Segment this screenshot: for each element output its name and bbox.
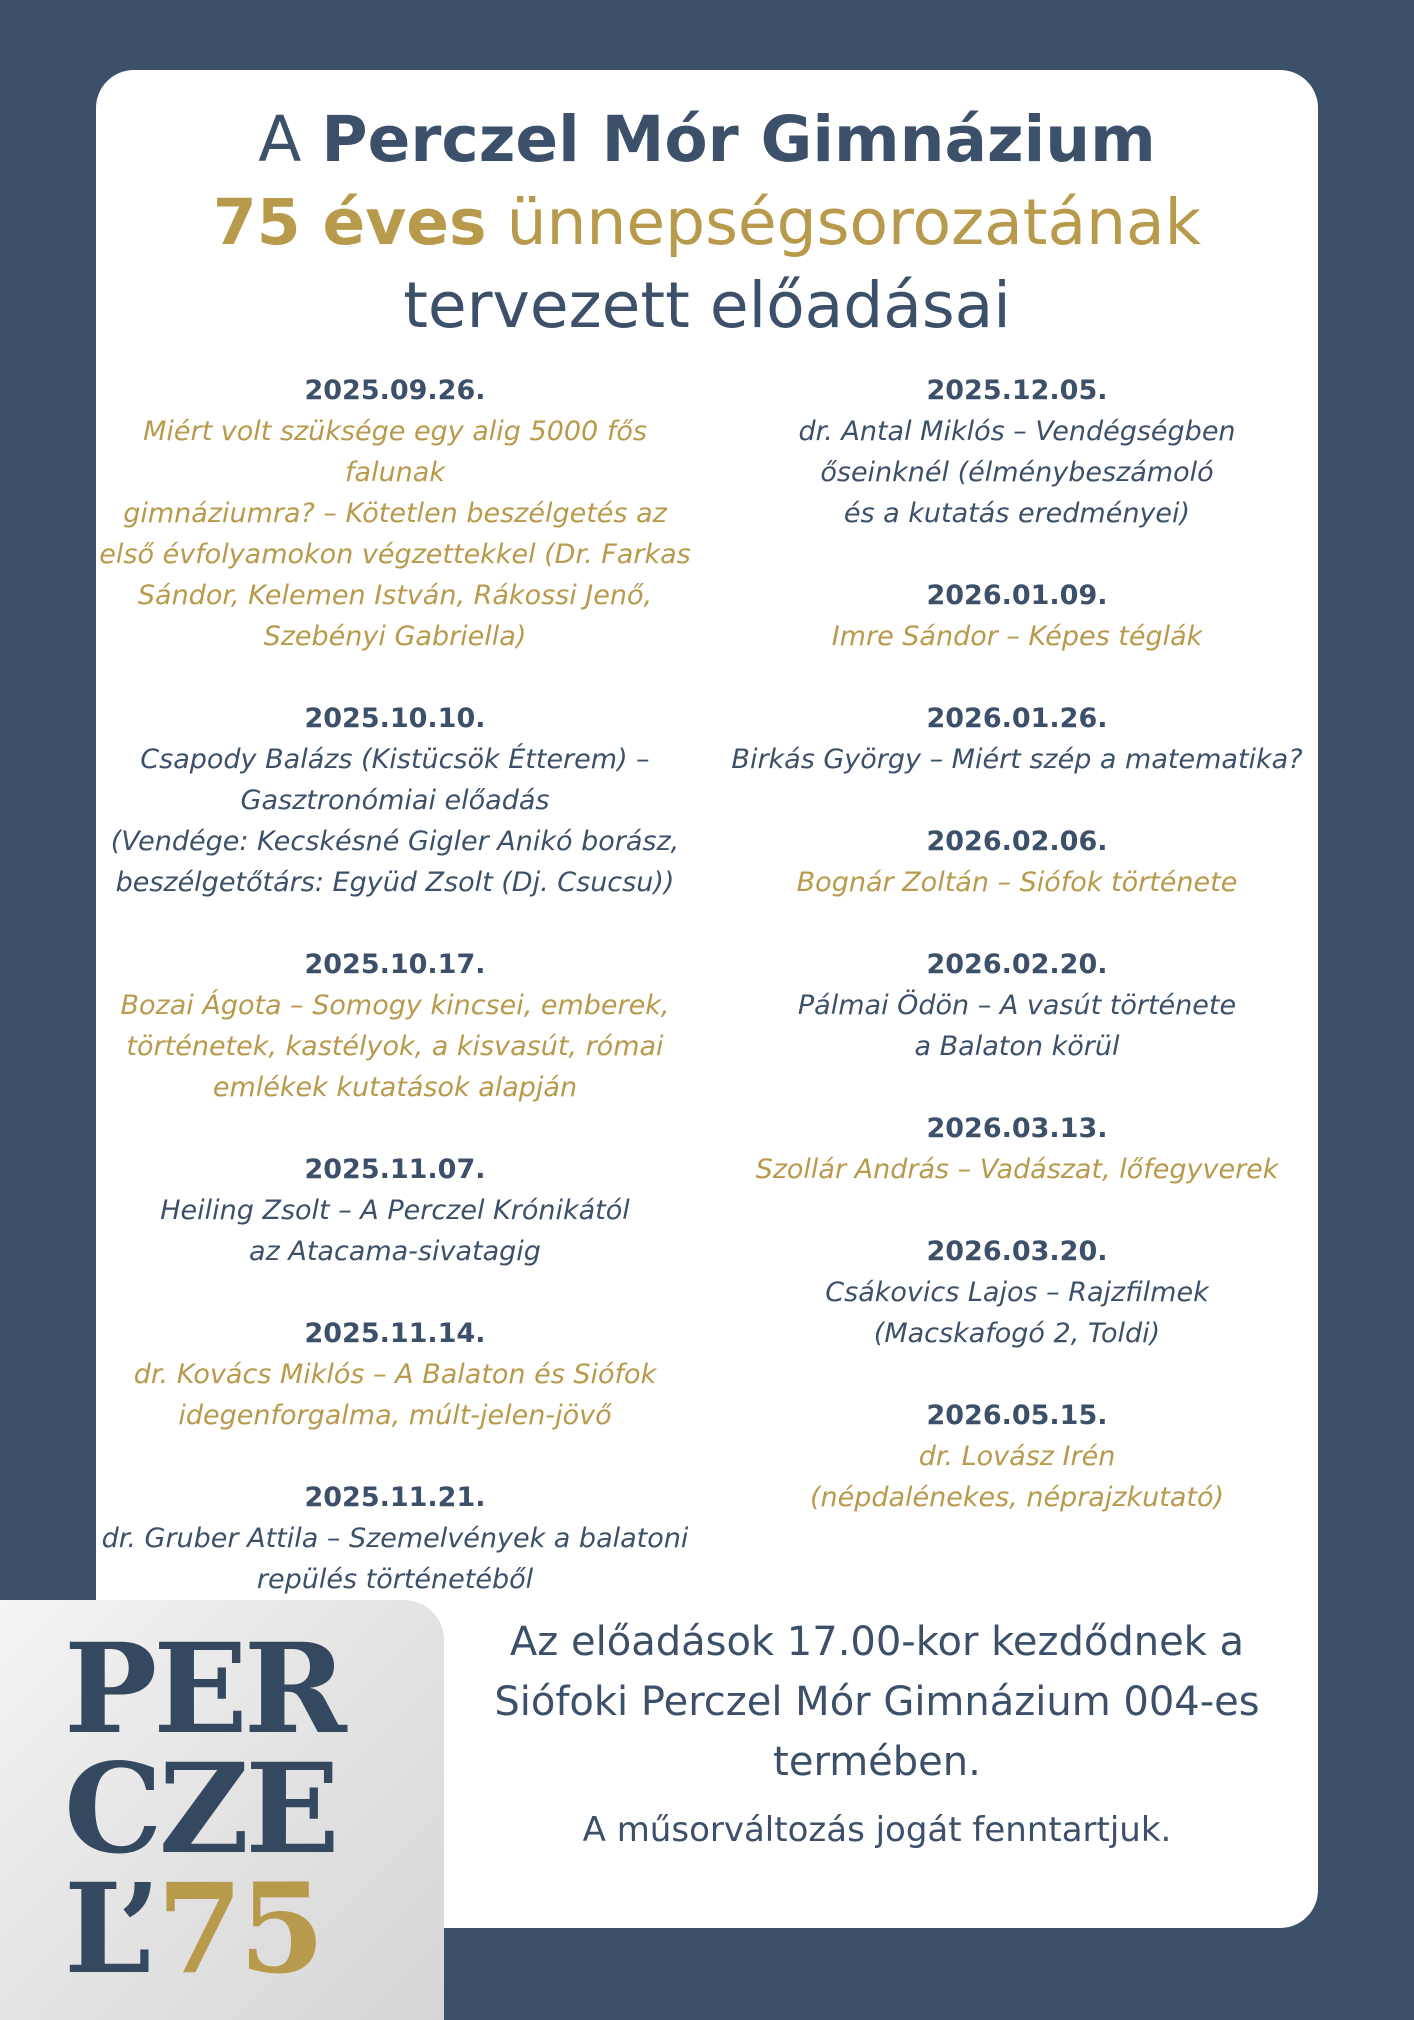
event-date: 2026.02.06.	[926, 826, 1108, 857]
logo-letters: L’	[64, 1857, 157, 2002]
info-block	[470, 1612, 1284, 1854]
event-date: 2026.02.20.	[926, 949, 1108, 980]
event-date: 2026.05.15.	[926, 1400, 1108, 1431]
event-date: 2025.09.26.	[304, 375, 486, 406]
title-line-2	[96, 181, 1318, 264]
event-item	[722, 944, 1312, 1067]
event-date: 2025.11.14.	[304, 1318, 486, 1349]
events-column-right	[722, 370, 1312, 1559]
title-line-3: tervezett előadásai	[403, 269, 1011, 342]
event-item	[98, 698, 692, 903]
events-column-left	[98, 370, 692, 1641]
event-item	[722, 1231, 1312, 1354]
title-prefix: A	[258, 103, 302, 176]
event-description: Heiling Zsolt – A Perczel Krónikától az Atacama-sivatagig	[160, 1195, 630, 1267]
title-line-1	[96, 98, 1318, 181]
event-item	[98, 1477, 692, 1600]
event-description: dr. Lovász Irén (népdalénekes, néprajzkutató)	[809, 1441, 1225, 1513]
page-title	[96, 98, 1318, 347]
event-description: dr. Gruber Attila – Szemelvények a balatoni repülés történetéből	[101, 1523, 689, 1595]
event-date: 2026.01.26.	[926, 703, 1108, 734]
event-date: 2025.12.05.	[926, 375, 1108, 406]
program-change-note: A műsorváltozás jogát fenntartjuk.	[582, 1810, 1172, 1850]
event-description: dr. Kovács Miklós – A Balaton és Siófok idegenforgalma, múlt-jelen-jövő	[133, 1359, 657, 1431]
event-date: 2025.11.21.	[304, 1482, 486, 1513]
event-date: 2025.10.17.	[304, 949, 486, 980]
event-description: Birkás György – Miért szép a matematika?	[731, 744, 1303, 775]
school-name: Perczel Mór Gimnázium	[321, 103, 1156, 176]
event-item	[722, 821, 1312, 903]
logo-line-3	[64, 1857, 424, 2002]
event-item	[98, 944, 692, 1108]
event-description: dr. Antal Miklós – Vendégségben őseinknél (élménybeszámoló és a kutatás eredményei)	[798, 416, 1236, 529]
time-location-text: Az előadások 17.00-kor kezdődnek a Siófoki Perczel Mór Gimnázium 004-es termében.	[494, 1619, 1260, 1785]
event-item	[98, 370, 692, 657]
event-item	[98, 1313, 692, 1436]
anniversary-label: 75 éves	[212, 186, 487, 259]
series-label: ünnepségsorozatának	[506, 186, 1202, 259]
event-description: Bognár Zoltán – Siófok története	[796, 867, 1238, 898]
event-date: 2025.11.07.	[304, 1154, 486, 1185]
event-date: 2026.03.20.	[926, 1236, 1108, 1267]
event-date: 2026.03.13.	[926, 1113, 1108, 1144]
logo-number: 75	[156, 1857, 322, 2002]
event-item	[722, 370, 1312, 534]
event-description: Bozai Ágota – Somogy kincsei, emberek, történetek, kastélyok, a kisvasút, római emlékek kutatások alapján	[120, 990, 670, 1103]
event-description: Csapody Balázs (Kistücsök Étterem) – Gasztronómiai előadás (Vendége: Kecskésné Gigler Anikó borász, beszélgetőtárs: Együd Zsolt (Dj. Csucsu))	[110, 744, 680, 898]
event-item	[722, 1395, 1312, 1518]
event-item	[722, 1108, 1312, 1190]
event-description: Szollár András – Vadászat, lőfegyverek	[755, 1154, 1279, 1185]
event-item	[722, 698, 1312, 780]
perczel-75-logo	[64, 1617, 424, 2002]
event-description: Csákovics Lajos – Rajzfilmek (Macskafogó 2, Toldi)	[825, 1277, 1209, 1349]
event-description: Imre Sándor – Képes téglák	[831, 621, 1203, 652]
event-date: 2026.01.09.	[926, 580, 1108, 611]
event-description: Miért volt szüksége egy alig 5000 fős falunak gimnáziumra? – Kötetlen beszélgetés az első évfolyamokon végzettekkel (Dr. Farkas Sándor, Kelemen István, Rákossi Jenő, Szebényi Gabriella)	[99, 416, 691, 652]
event-item	[98, 1149, 692, 1272]
event-item	[722, 575, 1312, 657]
event-description: Pálmai Ödön – A vasút története a Balaton körül	[797, 990, 1237, 1062]
logo-line-2: CZE	[64, 1737, 336, 1882]
logo-line-1: PER	[64, 1617, 343, 1762]
event-date: 2025.10.10.	[304, 703, 486, 734]
